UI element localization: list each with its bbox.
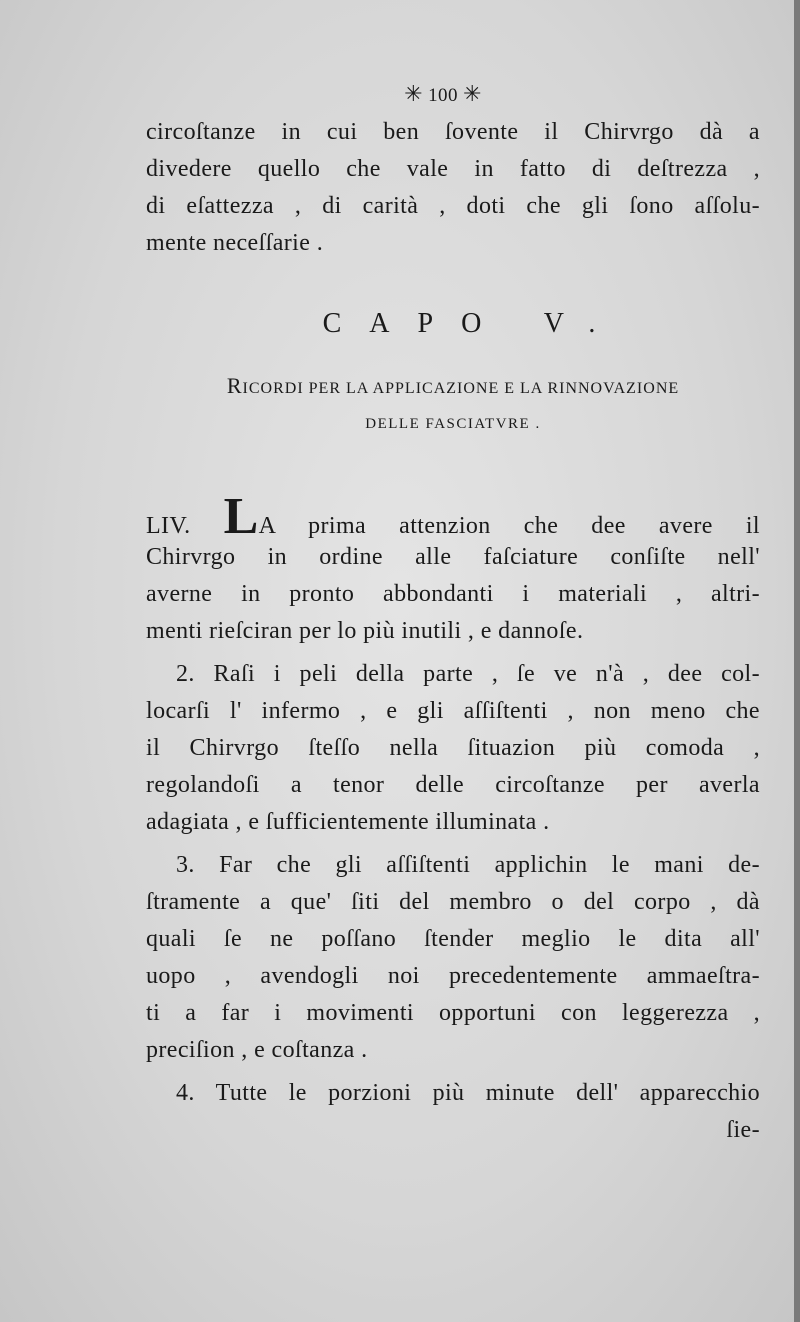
text-line: uopo , avendogli noi precedentemente ammaeſtra- bbox=[146, 963, 760, 989]
catchword: ſie- bbox=[726, 1117, 760, 1143]
numbered-item-4 bbox=[146, 1075, 760, 1112]
section-first-line: A prima attenzion che dee avere il bbox=[258, 513, 760, 539]
chapter-subtitle-line2: DELLE FASCIATVRE . bbox=[365, 416, 541, 432]
text-line: 3. Far che gli aſſiſtenti applichin le mani de- bbox=[176, 852, 760, 878]
section-number: LIV. bbox=[146, 513, 191, 539]
subtitle-initial: R bbox=[226, 373, 243, 398]
text-line: regolandoſi a tenor delle circoſtanze per averla bbox=[146, 772, 760, 798]
subtitle-text: ICORDI PER LA APPLICAZIONE E LA RINNOVAZIONE bbox=[242, 380, 680, 397]
opening-paragraph bbox=[146, 114, 760, 262]
text-line: il Chirvrgo ſteſſo nella ſituazion più comoda , bbox=[146, 735, 760, 761]
text-line: circoſtanze in cui ben ſovente il Chirvrgo dà a bbox=[146, 119, 760, 145]
text-line: ti a far i movimenti opportuni con leggerezza , bbox=[146, 1000, 760, 1026]
ornament-right-icon: ✳ bbox=[463, 81, 482, 106]
text-line: mente neceſſarie . bbox=[146, 230, 324, 256]
page-edge bbox=[794, 0, 800, 1322]
text-line: averne in pronto abbondanti i materiali , altri- bbox=[146, 581, 760, 607]
text-line: 4. Tutte le porzioni più minute dell' apparecchio bbox=[176, 1080, 760, 1106]
text-line: locarſi l' infermo , e gli aſſiſtenti , non meno che bbox=[146, 698, 760, 724]
text-line: divedere quello che vale in fatto di deſtrezza , bbox=[146, 156, 760, 182]
text-block bbox=[146, 74, 760, 1149]
text-line: preciſion , e coſtanza . bbox=[146, 1037, 368, 1063]
numbered-item-2 bbox=[146, 656, 760, 841]
page-number: 100 bbox=[428, 85, 458, 106]
text-line: adagiata , e ſufficientemente illuminata . bbox=[146, 809, 550, 835]
text-line: 2. Raſi i peli della parte , ſe ve n'à , dee col- bbox=[176, 661, 760, 687]
chapter-subtitle-line1 bbox=[146, 366, 760, 406]
numbered-item-3 bbox=[146, 847, 760, 1069]
text-line-first bbox=[146, 488, 760, 545]
text-line: ſtramente a que' ſiti del membro o del corpo , dà bbox=[146, 889, 760, 915]
section-paragraph bbox=[146, 488, 760, 650]
drop-cap: L bbox=[223, 488, 259, 545]
text-line: Chirvrgo in ordine alle faſciature conſiſte nell' bbox=[146, 544, 760, 570]
chapter-heading: CAPO V. bbox=[322, 308, 624, 339]
running-head bbox=[126, 74, 760, 114]
text-line: di eſattezza , di carità , doti che gli ſono aſſolu- bbox=[146, 193, 760, 219]
text-line: quali ſe ne poſſano ſtender meglio le dita all' bbox=[146, 926, 760, 952]
text-line: menti rieſciran per lo più inutili , e dannoſe. bbox=[146, 618, 584, 644]
ornament-left-icon: ✳ bbox=[404, 81, 423, 106]
